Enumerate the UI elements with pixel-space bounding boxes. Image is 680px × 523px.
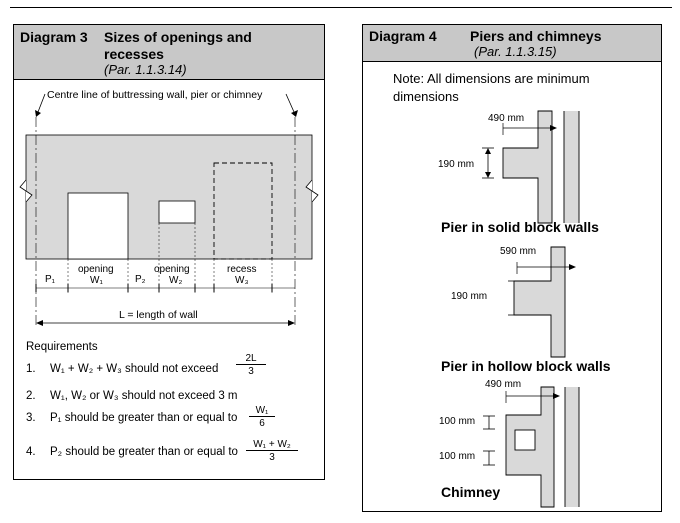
chimney-top-label: 100 mm: [439, 416, 476, 427]
opening-1: [68, 193, 128, 259]
opening-2: [159, 201, 195, 223]
chimney-flue: [515, 430, 535, 450]
diagram4-number: Diagram 4: [369, 28, 437, 44]
req-4-num: 4.: [26, 446, 36, 458]
req-4-frac-den: 3: [269, 452, 275, 463]
pier-solid-width-arrow: [550, 125, 557, 131]
label-opening1: opening: [78, 264, 114, 275]
label-recess: recess: [227, 264, 257, 275]
length-arrow-right: [288, 320, 295, 326]
label-length: L = length of wall: [119, 309, 198, 321]
req-3-frac-num: W₁: [249, 405, 275, 417]
chimney-width-arrow: [553, 393, 560, 399]
pier-solid-depth-label: 190 mm: [438, 159, 475, 170]
req-4-fraction: [246, 439, 298, 463]
pier-hollow-caption: Pier in hollow block walls: [441, 358, 611, 374]
pier-solid-width-label: 490 mm: [488, 113, 525, 124]
req-3-fraction: [249, 405, 275, 429]
label-w1: W₁: [90, 275, 103, 286]
req-1-text: W₁ + W₂ + W₃ should not exceed: [50, 363, 219, 375]
label-p1: P₁: [45, 274, 56, 285]
requirements-heading: Requirements: [26, 341, 98, 353]
pier-hollow-depth-label: 190 mm: [451, 291, 488, 302]
req-4-text: P₂ should be greater than or equal to: [50, 446, 238, 458]
req-1-num: 1.: [26, 363, 36, 375]
diagram4-drawing: [363, 25, 661, 511]
centre-line-arrow-right: [291, 110, 298, 117]
label-w2: W₂: [169, 275, 183, 286]
req-3-num: 3.: [26, 412, 36, 424]
diagram3-ref: (Par. 1.1.3.14): [104, 62, 187, 77]
chimney-drawing: [506, 387, 579, 507]
length-arrow-left: [36, 320, 43, 326]
req-1-frac-den: 3: [248, 366, 254, 377]
centre-line-leader-right: [286, 94, 294, 112]
diagram3-title-line1: Sizes of openings and: [104, 29, 252, 45]
diagram3-drawing: [14, 25, 324, 479]
centre-line-label: Centre line of buttressing wall, pier or chimney: [47, 89, 263, 101]
req-2-num: 2.: [26, 390, 36, 402]
chimney-caption: Chimney: [441, 484, 501, 500]
diagram4-ref: (Par. 1.1.3.15): [474, 44, 557, 59]
pier-hollow-drawing: [514, 247, 565, 357]
note-line1: Note: All dimensions are minimum: [393, 71, 590, 86]
centre-line-leader-left: [38, 94, 45, 112]
note-line2: dimensions: [393, 89, 459, 104]
pier-hollow-width-label: 590 mm: [500, 246, 537, 257]
req-4-frac-num: W₁ + W₂: [246, 439, 298, 451]
chimney-bottom-label: 100 mm: [439, 451, 476, 462]
diagram3-title-line2: recesses: [104, 46, 164, 62]
diagram4-title: Piers and chimneys: [470, 28, 602, 44]
diagram4-panel: [362, 24, 662, 512]
diagram3-panel: [13, 24, 325, 480]
label-p2: P₂: [135, 274, 146, 285]
req-1-frac-num: 2L: [236, 353, 266, 365]
req-2-text: W₁, W₂ or W₃ should not exceed 3 m: [50, 390, 238, 402]
pier-hollow-width-arrow: [569, 264, 576, 270]
pier-solid-caption: Pier in solid block walls: [441, 219, 599, 235]
chimney-width-label: 490 mm: [485, 379, 522, 390]
label-w3: W₃: [235, 275, 249, 286]
diagram3-number: Diagram 3: [20, 29, 88, 45]
req-1-fraction: [236, 353, 266, 377]
top-rule: [10, 7, 672, 8]
req-3-frac-den: 6: [259, 418, 265, 429]
label-opening2: opening: [154, 264, 190, 275]
req-3-text: P₁ should be greater than or equal to: [50, 412, 238, 424]
